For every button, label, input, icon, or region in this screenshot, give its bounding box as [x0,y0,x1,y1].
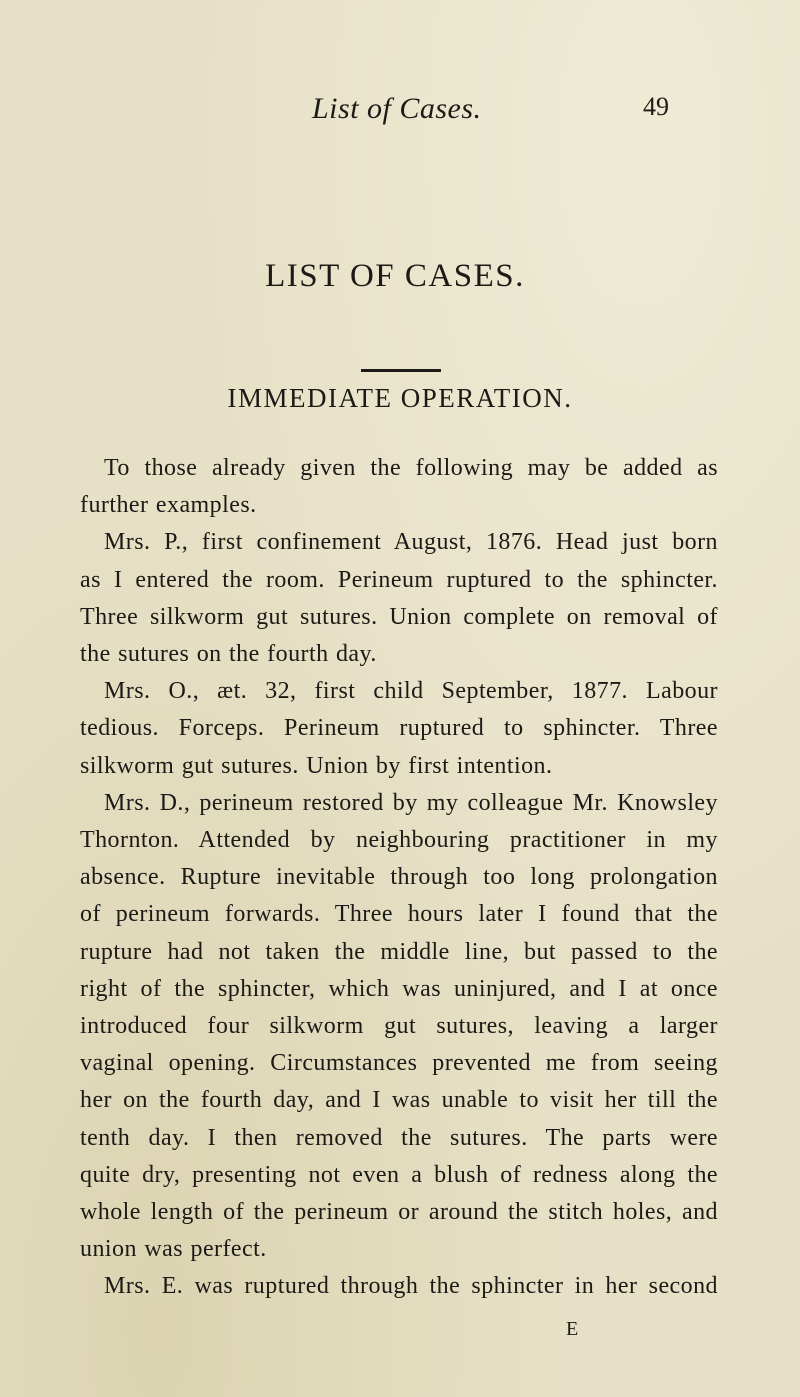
body-line: her on the fourth day, and I was unable to visit her till the [80,1087,718,1114]
body-line: vaginal opening. Circumstances prevented me from seeing [80,1050,718,1077]
body-line: quite dry, presenting not even a blush of redness along the [80,1161,718,1188]
body-line: Mrs. P., first confinement August, 1876. Head just born [104,529,718,556]
body-line: Mrs. O., æt. 32, first child September, 1877. Labour [104,678,718,705]
body-line: tedious. Forceps. Perineum ruptured to sphincter. Three [80,715,718,742]
title-divider [361,369,441,372]
body-line: Thornton. Attended by neighbouring practitioner in my [80,827,718,854]
section-heading: IMMEDIATE OPERATION. [227,383,573,413]
body-line: right of the sphincter, which was uninjured, and I at once [80,975,718,1002]
body-line: of perineum forwards. Three hours later I found that the [80,901,718,928]
body-text [80,450,718,1306]
body-line: introduced four silkworm gut sutures, leaving a larger [80,1013,718,1040]
signature-mark: E [566,1318,579,1340]
body-line: Mrs. D., perineum restored by my colleague Mr. Knowsley [104,789,718,816]
running-head [0,92,800,132]
body-line: further examples. [80,492,257,519]
body-line: To those already given the following may be added as [104,455,718,481]
body-line: rupture had not taken the middle line, but passed to the [80,938,718,965]
body-line: Mrs. E. was ruptured through the sphincter in her second [104,1273,718,1300]
body-line: Three silkworm gut sutures. Union complete on removal of [80,603,718,630]
page-title: LIST OF CASES. [265,258,525,294]
body-line: as I entered the room. Perineum ruptured to the sphincter. [80,566,718,593]
body-line: silkworm gut sutures. Union by first intention. [80,752,553,779]
body-line: tenth day. I then removed the sutures. The parts were [80,1124,718,1151]
body-line: absence. Rupture inevitable through too long prolongation [80,864,718,891]
page-number: 49 [643,92,669,121]
body-line: union was perfect. [80,1236,267,1263]
running-title: List of Cases. [312,92,482,125]
body-line: whole length of the perineum or around the stitch holes, and [80,1199,718,1226]
body-line: the sutures on the fourth day. [80,641,377,668]
